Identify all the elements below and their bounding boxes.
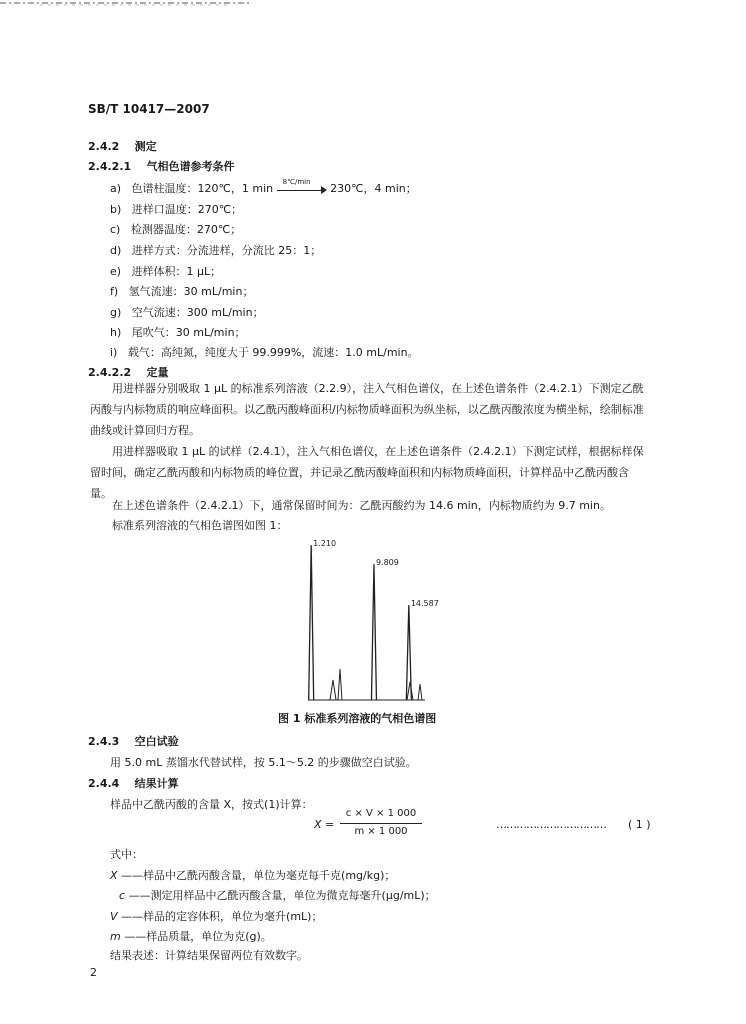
variable-symbol: c [119,889,126,902]
section-2-4-2 [88,138,157,154]
variable-definition [110,867,395,883]
variable-description: ——样品的定容体积，单位为毫升(mL)； [121,910,323,923]
where-label: 式中： [110,848,143,861]
fraction-bar [340,823,422,824]
item-text: 进样口温度：270℃； [131,203,243,216]
condition-item-a [110,180,417,196]
section-title: 空白试验 [134,735,179,748]
item-text: 氢气流速：30 mL/min； [128,285,254,298]
item-marker: c) [110,223,121,236]
figure-caption: 图 1 标准系列溶液的气相色谱图 [278,712,437,725]
page-number: 2 [90,966,97,979]
section-number: 2.4.4 [88,777,120,790]
section-2-4-4 [88,775,179,791]
item-marker: h) [110,326,122,339]
peak-retention-label: 9.809 [375,558,399,568]
item-text: 进样体积：1 μL； [131,265,222,278]
item-text: 载气：高纯氮，纯度大于 99.999%，流速：1.0 mL/min。 [127,346,419,359]
item-text: 进样方式：分流进样，分流比 25：1； [131,244,322,257]
formula-lhs: X = [314,818,335,831]
quantitation-paragraph-1: 用进样器分别吸取 1 μL 的标准系列溶液（2.2.9），注入气相色谱仪，在上述色谱条件（2.4.2.1）下测定乙酰丙酸与内标物质的响应峰面积。以乙酰丙酸峰面积/内标物质峰面积为纵坐标，以乙酰丙酸浓度为横坐标，绘制标准曲线或计算回归方程。 [90,382,644,437]
item-marker: b) [110,203,122,216]
variable-symbol: m [110,930,121,943]
minor-peak [330,680,336,700]
section-number: 2.4.3 [88,735,120,748]
section-number: 2.4.2.1 [88,160,132,173]
peak-retention-label: 14.587 [410,599,439,609]
temperature-ramp-arrow [277,178,327,195]
peak-retention-label: 1.210 [313,539,337,549]
quantitation-paragraph-2: 用进样器吸取 1 μL 的试样（2.4.1），注入气相色谱仪，在上述色谱条件（2.4.2.1）下测定试样，根据标样保留时间，确定乙酰丙酸和内标物质的峰位置，并记录乙酰丙酸峰面积和内标物质峰面积，计算样品中乙酰丙酸含量。 [90,445,644,500]
section-number: 2.4.2.2 [88,366,132,379]
variable-description: ——样品中乙酰丙酸含量，单位为毫克每千克(mg/kg)； [121,869,396,882]
item-text: 检测器温度：270℃； [130,223,242,236]
calculation-intro: 样品中乙酰丙酸的含量 X，按式(1)计算： [110,798,313,811]
formula-denominator: m × 1 000 [354,826,408,837]
section-title: 气相色谱参考条件 [146,160,235,173]
condition-item-i [110,344,419,360]
condition-item-h [110,324,246,340]
item-text: 色谱柱温度：120℃，1 min [131,182,274,195]
retention-time-paragraph: 在上述色谱条件（2.4.2.1）下，通常保留时间为：乙酰丙酸约为 14.6 min，内标物质约为 9.7 min。 [112,499,611,512]
item-text: 230℃，4 min； [330,182,417,195]
item-marker: d) [110,244,122,257]
chromatogram-peak [406,605,411,700]
formula-numerator: c × V × 1 000 [345,808,417,819]
chromatogram-peak [371,564,376,700]
section-title: 定量 [146,366,169,379]
item-marker: f) [110,285,119,298]
condition-item-f [110,283,253,299]
condition-item-e [110,263,221,279]
minor-peak [407,682,413,700]
item-marker: g) [110,306,122,319]
chromatogram-peak [309,545,314,700]
minor-peak [418,684,422,700]
item-marker: e) [110,265,122,278]
section-number: 2.4.2 [88,140,120,153]
condition-item-g [110,304,264,320]
section-2-4-2-1 [88,158,234,174]
variable-definition [119,887,436,903]
ramp-rate-label: 8℃/min [282,178,311,186]
item-text: 空气流速：300 mL/min； [131,306,264,319]
item-text: 尾吹气：30 mL/min； [131,326,246,339]
chromatogram-figure [300,534,440,706]
scan-artifact-strip [0,0,746,8]
condition-item-d [110,242,321,258]
condition-item-b [110,201,242,217]
variable-definition [110,928,272,944]
formula-leader: …………………………… [496,818,606,831]
variable-description: ——测定用样品中乙酰丙酸含量，单位为微克每毫升(μg/mL)； [128,889,436,902]
standard-id: SB/T 10417—2007 [88,102,210,116]
blank-test-text: 用 5.0 mL 蒸馏水代替试样，按 5.1～5.2 的步骤做空白试验。 [110,756,417,769]
minor-peak [338,669,342,700]
variable-symbol: X [110,869,118,882]
variable-definition [110,908,322,924]
item-marker: i) [110,346,118,359]
formula-number: ( 1 ) [628,818,651,831]
result-statement: 结果表述：计算结果保留两位有效数字。 [110,949,308,962]
chromatogram-intro: 标准系列溶液的气相色谱图如图 1： [112,519,288,532]
condition-item-c [110,221,241,237]
variable-symbol: V [110,910,118,923]
variable-description: ——样品质量，单位为克(g)。 [124,930,272,943]
section-title: 结果计算 [134,777,179,790]
item-marker: a) [110,182,122,195]
section-2-4-3 [88,733,179,749]
section-title: 测定 [134,140,157,153]
